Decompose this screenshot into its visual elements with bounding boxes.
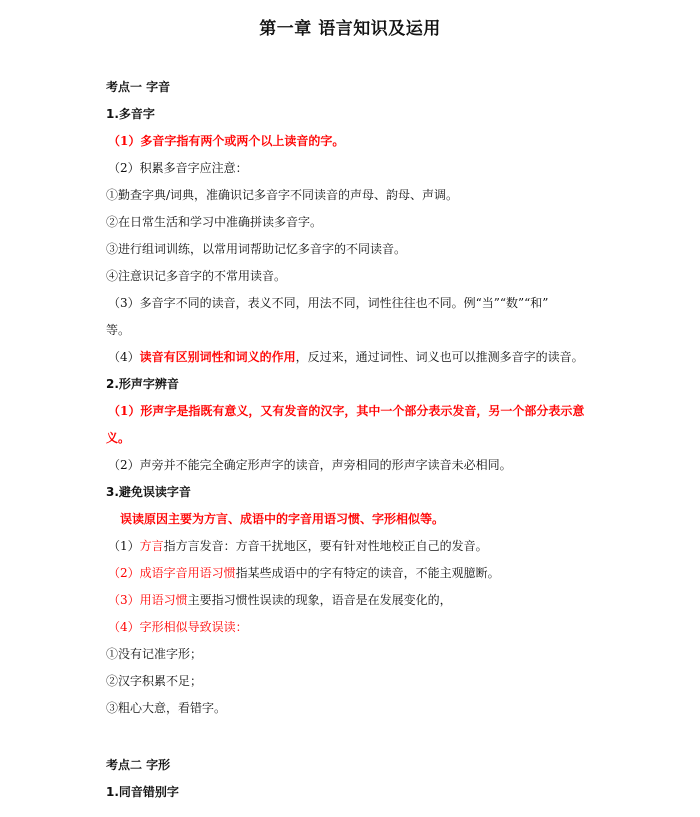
paragraph xyxy=(108,593,604,607)
text-segment: （1） xyxy=(108,539,140,553)
text-segment: 主要指习惯性误读的现象，语音是在发展变化的， xyxy=(187,593,452,607)
text-segment: （4） xyxy=(108,350,140,364)
paragraph: （4）字形相似导致误读： xyxy=(108,620,248,634)
paragraph: 等。 xyxy=(106,323,131,337)
highlight-text: （2）成语字音用语习惯 xyxy=(108,566,236,580)
highlight-text: （3）用语习惯 xyxy=(108,593,188,607)
subheading-homophone: 1.同音错别字 xyxy=(106,785,179,799)
subheading-misreading: 3.避免误读字音 xyxy=(106,485,191,499)
paragraph xyxy=(108,350,604,364)
subheading-polyphonic: 1.多音字 xyxy=(106,107,155,121)
section-heading-pronunciation: 考点一 字音 xyxy=(106,80,171,94)
paragraph: ②在日常生活和学习中准确拼读多音字。 xyxy=(106,215,323,229)
subheading-phonetic: 2.形声字辨音 xyxy=(106,377,179,391)
text-segment: ，反过来，通过词性、词义也可以推测多音字的读音。 xyxy=(295,350,584,364)
paragraph: （1）多音字指有两个或两个以上读音的字。 xyxy=(108,134,345,148)
text-segment: 指某些成语中的字有特定的读音，不能主观臆断。 xyxy=(235,566,500,580)
paragraph: （2）积累多音字应注意： xyxy=(108,161,248,175)
paragraph: ①没有记准字形； xyxy=(106,647,203,661)
paragraph: ①勤查字典/词典，准确识记多音字不同读音的声母、韵母、声调。 xyxy=(106,188,459,202)
chapter-title: 第一章 语言知识及运用 xyxy=(259,19,441,39)
paragraph: 误读原因主要为方言、成语中的字音用语习惯、字形相似等。 xyxy=(120,512,445,526)
highlight-text: 读音有区别词性和词义的作用 xyxy=(139,350,296,364)
paragraph: ③粗心大意，看错字。 xyxy=(106,701,227,715)
paragraph: ③进行组词训练，以常用词帮助记忆多音字的不同读音。 xyxy=(106,242,407,256)
paragraph xyxy=(108,539,604,553)
paragraph: 义。 xyxy=(106,431,131,445)
section-heading-glyph: 考点二 字形 xyxy=(106,758,171,772)
paragraph: ④注意识记多音字的不常用读音。 xyxy=(106,269,287,283)
paragraph: ②汉字积累不足； xyxy=(106,674,203,688)
paragraph: （3）多音字不同的读音，表义不同，用法不同，词性往往也不同。例“当”“数”“和” xyxy=(108,296,549,310)
paragraph xyxy=(108,566,604,580)
highlight-text: 方言 xyxy=(139,539,164,553)
paragraph: （2）声旁并不能完全确定形声字的读音，声旁相同的形声字读音未必相同。 xyxy=(108,458,512,472)
paragraph: （1）形声字是指既有意义，又有发音的汉字，其中一个部分表示发音，另一个部分表示意 xyxy=(108,404,585,418)
text-segment: 指方言发音：方音干扰地区，要有针对性地校正自己的发音。 xyxy=(163,539,488,553)
